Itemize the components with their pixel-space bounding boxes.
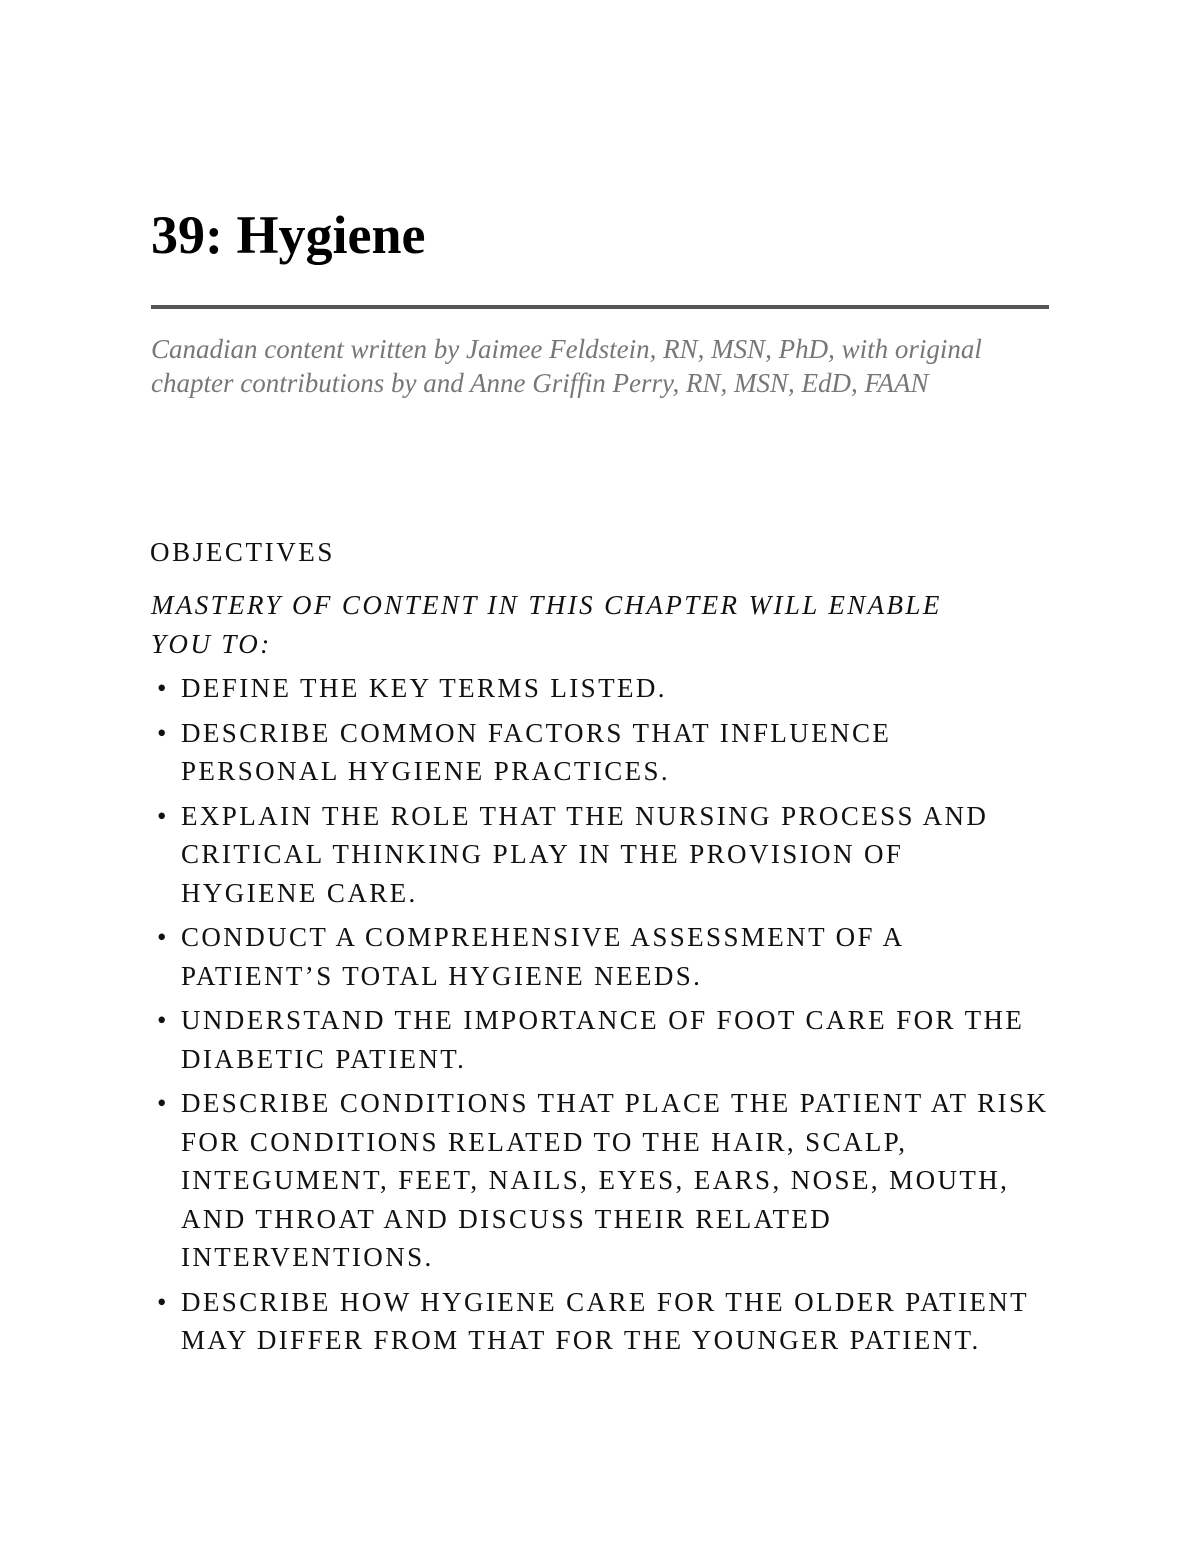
objective-text: DEFINE THE KEY TERMS LISTED. [181,673,667,703]
bullet-icon: • [157,922,167,952]
bullet-icon: • [157,673,167,703]
objective-text: DESCRIBE CONDITIONS THAT PLACE THE PATIENT AT RISK FOR CONDITIONS RELATED TO THE HAIR, SCALP, INTEGUMENT, FEET, NAILS, EYES, EARS, NOSE, MOUTH, AND THROAT AND DISCUSS THEIR RELATED INTERVENTIONS. [181,1088,1049,1272]
title-divider [151,305,1049,309]
objectives-intro: MASTERY OF CONTENT IN THIS CHAPTER WILL ENABLE YOU TO: [151,590,942,659]
objectives-heading: OBJECTIVES [150,537,336,567]
objective-item [151,714,1049,791]
objective-text: EXPLAIN THE ROLE THAT THE NURSING PROCESS AND CRITICAL THINKING PLAY IN THE PROVISION OF HYGIENE CARE. [181,800,989,908]
objective-item [151,1084,1049,1277]
objective-item [151,1283,1049,1360]
bullet-icon: • [157,1286,167,1317]
objective-text: DESCRIBE COMMON FACTORS THAT INFLUENCE PERSONAL HYGIENE PRACTICES. [181,717,892,786]
chapter-title: 39: Hygiene [151,205,426,265]
objectives-list [151,669,1049,1366]
objective-item [151,1001,1049,1078]
objective-text: CONDUCT A COMPREHENSIVE ASSESSMENT OF A PATIENT’S TOTAL HYGIENE NEEDS. [181,922,904,991]
objective-text: DESCRIBE HOW HYGIENE CARE FOR THE OLDER PATIENT MAY DIFFER FROM THAT FOR THE YOUNGER PATIENT. [181,1286,1029,1355]
objective-item [151,797,1049,913]
bullet-icon: • [157,800,167,831]
author-credit: Canadian content written by Jaimee Feldstein, RN, MSN, PhD, with original chapter contributions by and Anne Griffin Perry, RN, MSN, EdD, FAAN [151,334,982,398]
bullet-icon: • [157,1088,167,1118]
document-page [151,0,1049,1553]
bullet-icon: • [157,717,167,748]
objective-text: UNDERSTAND THE IMPORTANCE OF FOOT CARE FOR THE DIABETIC PATIENT. [181,1005,1025,1074]
objective-item [151,669,1049,708]
objective-item [151,918,1049,995]
bullet-icon: • [157,1005,167,1035]
